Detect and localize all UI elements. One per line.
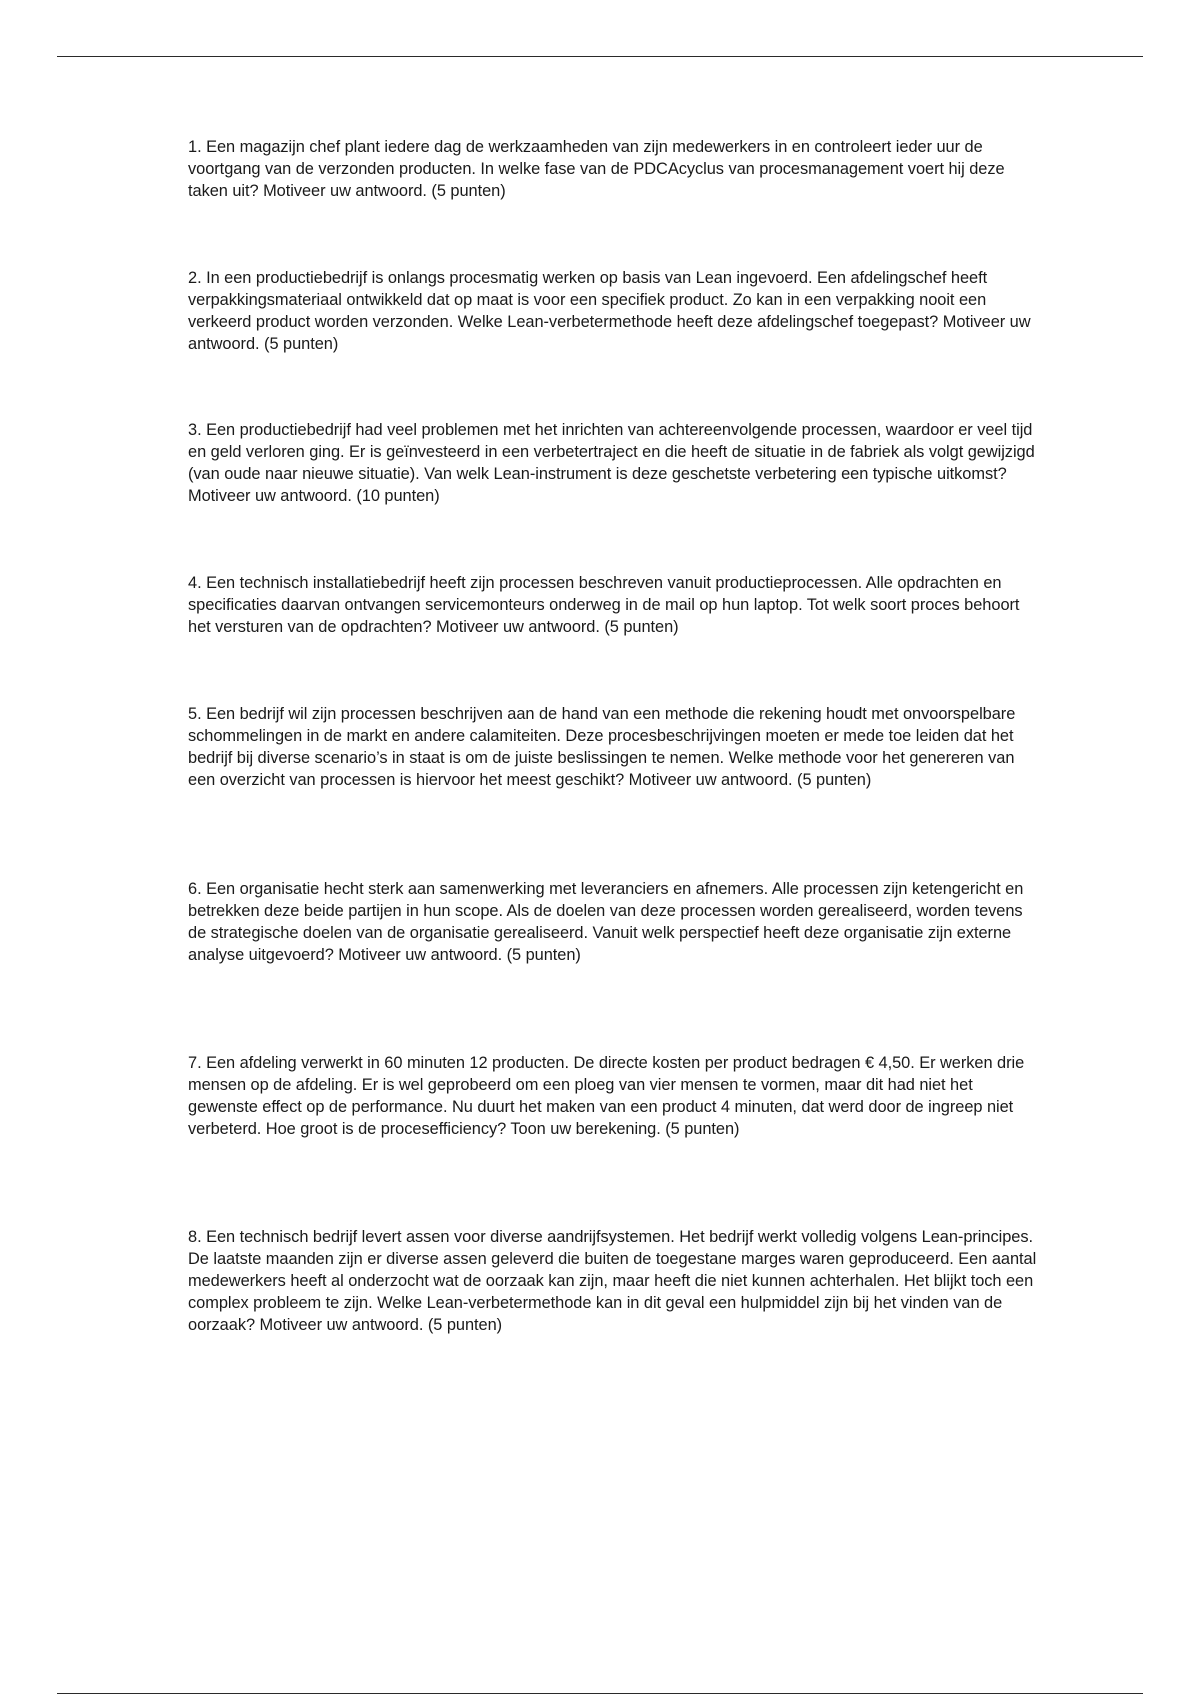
question-2: 2. In een productiebedrijf is onlangs procesmatig werken op basis van Lean ingevoerd. Een afdelingschef heeft verpakkingsmateriaal ontwikkeld dat op maat is voor een specifiek product. Zo kan in een verpakking nooit een verkeerd product worden verzonden. Welke Lean-verbetermethode heeft deze afdelingschef toegepast? Motiveer uw antwoord. (5 punten): [188, 269, 1031, 353]
question-4: 4. Een technisch installatiebedrijf heeft zijn processen beschreven vanuit productieprocessen. Alle opdrachten en specificaties daarvan ontvangen servicemonteurs onderweg in de mail op hun laptop. Tot welk soort proces behoort het versturen van de opdrachten? Motiveer uw antwoord. (5 punten): [188, 574, 1020, 636]
question-8: 8. Een technisch bedrijf levert assen voor diverse aandrijfsystemen. Het bedrijf werkt volledig volgens Lean-principes. De laatste maanden zijn er diverse assen geleverd die buiten de toegestane marges waren geproduceerd. Een aantal medewerkers heeft al onderzocht wat de oorzaak kan zijn, maar heeft die niet kunnen achterhalen. Het blijkt toch een complex probleem te zijn. Welke Lean-verbetermethode kan in dit geval een hulpmiddel zijn bij het vinden van de oorzaak? Motiveer uw antwoord. (5 punten): [188, 1228, 1037, 1334]
bottom-divider: [57, 1693, 1143, 1694]
question-5: 5. Een bedrijf wil zijn processen beschrijven aan de hand van een methode die rekening houdt met onvoorspelbare schommelingen in de markt en andere calamiteiten. Deze procesbeschrijvingen moeten er mede toe leiden dat het bedrijf bij diverse scenario’s in staat is om de juiste beslissingen te nemen. Welke methode voor het genereren van een overzicht van processen is hiervoor het meest geschikt? Motiveer uw antwoord. (5 punten): [188, 705, 1016, 789]
question-7: 7. Een afdeling verwerkt in 60 minuten 12 producten. De directe kosten per product bedragen € 4,50. Er werken drie mensen op de afdeling. Er is wel geprobeerd om een ploeg van vier mensen te vormen, maar dit had niet het gewenste effect op de performance. Nu duurt het maken van een product 4 minuten, dat werd door de ingreep niet verbeterd. Hoe groot is de procesefficiency? Toon uw berekening. (5 punten): [188, 1054, 1025, 1138]
question-1: 1. Een magazijn chef plant iedere dag de werkzaamheden van zijn medewerkers in en controleert ieder uur de voortgang van de verzonden producten. In welke fase van de PDCAcyclus van procesmanagement voert hij deze taken uit? Motiveer uw antwoord. (5 punten): [188, 138, 1005, 200]
top-divider: [57, 56, 1143, 57]
question-3: 3. Een productiebedrijf had veel problemen met het inrichten van achtereenvolgende processen, waardoor er veel tijd en geld verloren ging. Er is geïnvesteerd in een verbetertraject en die heeft de situatie in de fabriek als volgt gewijzigd (van oude naar nieuwe situatie). Van welk Lean-instrument is deze geschetste verbetering een typische uitkomst? Motiveer uw antwoord. (10 punten): [188, 421, 1035, 505]
question-6: 6. Een organisatie hecht sterk aan samenwerking met leveranciers en afnemers. Alle processen zijn ketengericht en betrekken deze beide partijen in hun scope. Als de doelen van deze processen worden gerealiseerd, worden tevens de strategische doelen van de organisatie gerealiseerd. Vanuit welk perspectief heeft deze organisatie zijn externe analyse uitgevoerd? Motiveer uw antwoord. (5 punten): [188, 880, 1024, 964]
